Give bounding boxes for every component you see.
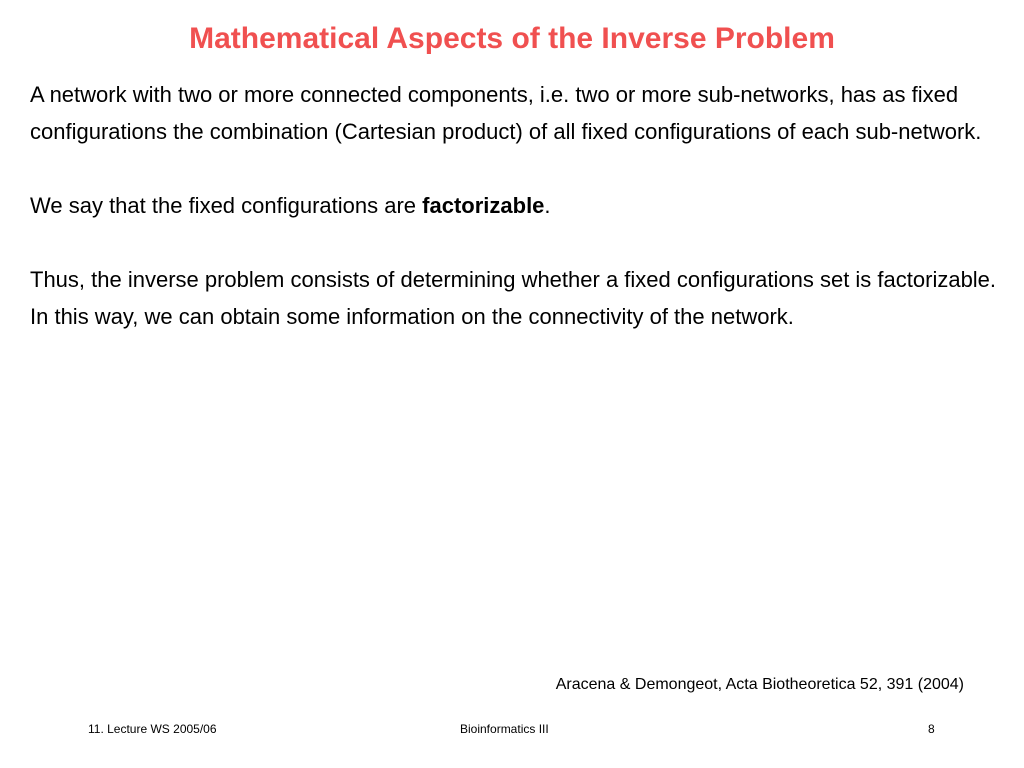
footer-course: Bioinformatics III — [460, 722, 549, 736]
paragraph-factorizable — [30, 187, 1000, 224]
citation: Aracena & Demongeot, Acta Biotheoretica 52, 391 (2004) — [555, 676, 964, 693]
spacer — [30, 224, 1000, 261]
slide-title: Mathematical Aspects of the Inverse Problem — [189, 22, 835, 55]
footer-page-number: 8 — [928, 722, 935, 736]
footer-lecture: 11. Lecture WS 2005/06 — [88, 722, 217, 736]
paragraph-connectivity: In this way, we can obtain some information on the connectivity of the network. — [30, 304, 794, 329]
paragraph-sub-networks: A network with two or more connected components, i.e. two or more sub-networks, has as fixed configurations the combination (Cartesian product) of all fixed configurations of each sub-network. — [30, 82, 982, 144]
paragraph-inverse-problem: Thus, the inverse problem consists of determining whether a fixed configurations set is factorizable. — [30, 267, 997, 292]
paragraph-factorizable-prefix: We say that the fixed configurations are — [30, 193, 423, 218]
factorizable-term: factorizable — [422, 193, 545, 218]
paragraph-factorizable-suffix: . — [544, 193, 551, 218]
spacer — [30, 150, 1000, 187]
slide-body — [30, 76, 1000, 335]
